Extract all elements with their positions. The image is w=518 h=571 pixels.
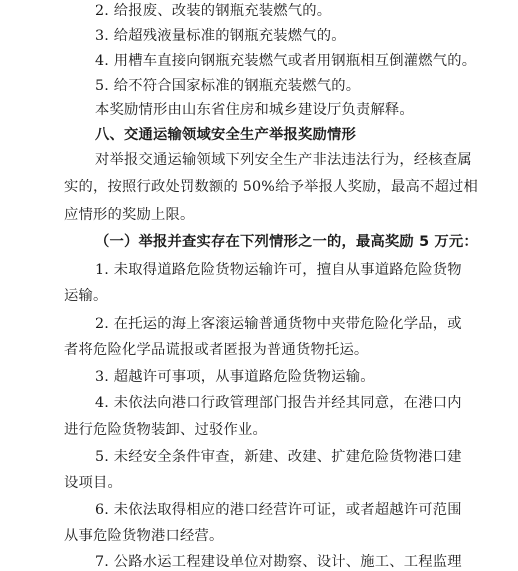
paragraph: 本奖励情形由山东省住房和城乡建设厅负责解释。: [95, 102, 414, 118]
list-item: 6. 未依法取得相应的港口经营许可证，或者超越许可范围: [95, 502, 462, 518]
list-item: 4. 未依法向港口行政管理部门报告并经其同意，在港口内: [95, 395, 462, 411]
list-item: 2. 给报废、改装的钢瓶充装燃气的。: [95, 3, 332, 19]
paragraph: 应情形的奖励上限。: [64, 207, 195, 223]
list-item: 3. 超越许可事项，从事道路危险货物运输。: [95, 369, 375, 385]
paragraph: 对举报交通运输领域下列安全生产非法违法行为，经核查属: [95, 152, 472, 168]
subsection-heading: （一）举报并查实存在下列情形之一的，最高奖励 5 万元：: [95, 234, 478, 250]
list-item: 3. 给超残液量标准的钢瓶充装燃气的。: [95, 28, 346, 44]
list-item: 进行危险货物装卸、过驳作业。: [64, 422, 267, 438]
list-item: 5. 给不符合国家标准的钢瓶充装燃气的。: [95, 78, 361, 94]
list-item: 运输。: [64, 288, 108, 304]
list-item: 设项目。: [64, 475, 122, 491]
list-item: 5. 未经安全条件审查，新建、改建、扩建危险货物港口建: [95, 449, 462, 465]
list-item: 4. 用槽车直接向钢瓶充装燃气或者用钢瓶相互倒灌燃气的。: [95, 53, 477, 69]
list-item: 1. 未取得道路危险货物运输许可，擅自从事道路危险货物: [95, 262, 462, 278]
list-item: 从事危险货物港口经营。: [64, 528, 224, 544]
paragraph: 实的，按照行政处罚数额的 50%给予举报人奖励，最高不超过相: [64, 179, 479, 195]
list-item: 者将危险化学品谎报或者匿报为普通货物托运。: [64, 342, 369, 358]
list-item: 7. 公路水运工程建设单位对勘察、设计、施工、工程监理: [95, 554, 462, 570]
list-item: 2. 在托运的海上客滚运输普通货物中夹带危险化学品，或: [95, 316, 462, 332]
section-heading: 八、交通运输领域安全生产举报奖励情形: [95, 127, 356, 143]
